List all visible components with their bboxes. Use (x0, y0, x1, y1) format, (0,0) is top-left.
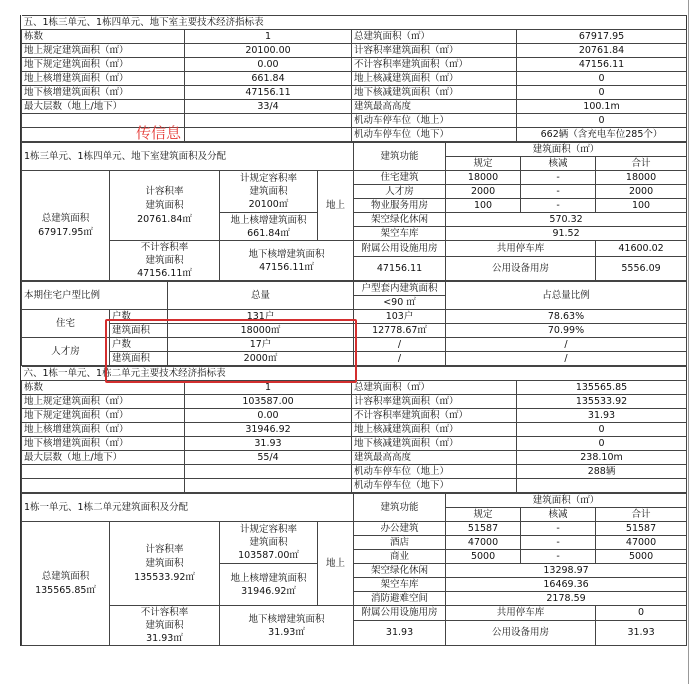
row-label: 栋数 (22, 30, 185, 44)
func-name: 共用停车库 (446, 606, 596, 621)
row-value: 0 (517, 72, 687, 86)
unit-ratio-title: 本期住宅户型比例 (22, 282, 168, 310)
nonfar-value: 47156.11㎡ (137, 268, 192, 279)
ratio-header: 占总量比例 (446, 282, 687, 310)
func-name: 架空绿化休闲 (354, 213, 446, 227)
func-value: 47156.11 (354, 257, 446, 281)
func-inc: - (521, 550, 596, 564)
distribution-title: 1栋三单元、1栋四单元、地下室建筑面积及分配 (22, 143, 354, 171)
func-inc: - (521, 199, 596, 213)
std-header: 规定 (446, 157, 521, 171)
residential-label: 住宅 (22, 310, 110, 338)
total-header: 总量 (168, 282, 354, 310)
func-value: 16469.36 (446, 578, 687, 592)
above-inc-cell (220, 213, 318, 241)
func-sum: 18000 (596, 171, 687, 185)
std-header: 规定 (446, 508, 521, 522)
row-value: 67917.95 (517, 30, 687, 44)
above-inc-value: 31946.92㎡ (241, 585, 296, 597)
lt90-cell: 12778.67㎡ (354, 324, 446, 338)
row-value (185, 114, 352, 128)
nonfar-label: 不计容积率 (140, 607, 189, 618)
row-label: 计容积率建筑面积（㎡） (352, 395, 517, 409)
func-sum: 2000 (596, 185, 687, 199)
func-name: 消防避难空间 (354, 592, 446, 606)
table-row (22, 114, 687, 128)
func-header: 建筑功能 (354, 494, 446, 522)
func-value: 31.93 (596, 621, 687, 646)
talent-housing-label: 人才房 (22, 338, 110, 366)
row-value: 0 (517, 423, 687, 437)
table-row (22, 72, 687, 86)
func-value: 2178.59 (446, 592, 687, 606)
row-value: 47156.11 (517, 58, 687, 72)
far-label: 计容积率 (145, 185, 184, 197)
nonfar-cell (110, 606, 220, 646)
ratio-cell: 78.63% (446, 310, 687, 324)
total-area-cell (22, 171, 110, 281)
row-label: 不计容积率建筑面积（㎡） (352, 58, 517, 72)
lt90-header: <90 ㎡ (354, 296, 446, 310)
row-label: 地下核增建筑面积（㎡） (22, 437, 185, 451)
row-label: 机动车停车位（地上） (352, 114, 517, 128)
row-value: 20761.84 (517, 44, 687, 58)
row-label: 地上核减建筑面积（㎡） (352, 72, 517, 86)
far-area-cell (110, 171, 220, 241)
page-edge-line (688, 0, 689, 684)
far-label: 计容积率 (145, 543, 184, 555)
far-area-cell (110, 522, 220, 606)
count-label: 户数 (110, 338, 168, 352)
total-area-label: 总建筑面积 (41, 212, 90, 224)
std-far-label2: 建筑面积 (249, 537, 288, 548)
std-far-value: 20100㎡ (248, 199, 289, 210)
table-row (22, 395, 687, 409)
func-value: 5556.09 (596, 257, 687, 281)
table-section5-distribution (21, 142, 687, 281)
func-name: 架空绿化休闲 (354, 564, 446, 578)
std-far-cell (220, 171, 318, 213)
func-name: 人才房 (354, 185, 446, 199)
std-far-cell (220, 522, 318, 564)
table-row (22, 100, 687, 114)
unit-area-header: 户型套内建筑面积 (354, 282, 446, 296)
area-label: 建筑面积 (110, 324, 168, 338)
func-name: 架空车库 (354, 227, 446, 241)
table-row (22, 465, 687, 479)
func-std: 100 (446, 199, 521, 213)
row-label: 建筑最高高度 (352, 100, 517, 114)
func-inc: - (521, 185, 596, 199)
func-std: 5000 (446, 550, 521, 564)
row-label: 地下规定建筑面积（㎡） (22, 58, 185, 72)
func-sum: 100 (596, 199, 687, 213)
row-value: 100.1m (517, 100, 687, 114)
row-value: 662辆（含充电车位285个） (517, 128, 687, 142)
row-value: 135533.92 (517, 395, 687, 409)
section6-title: 六、1栋一单元、1栋二单元主要技术经济指标表 (22, 367, 687, 381)
area-header: 建筑面积（㎡） (446, 143, 687, 157)
row-label: 总建筑面积（㎡） (352, 381, 517, 395)
row-value: 31.93 (517, 409, 687, 423)
row-label: 地上规定建筑面积（㎡） (22, 44, 185, 58)
below-inc-label: 地下核增建筑面积 (248, 248, 325, 260)
std-far-value: 103587.00㎡ (238, 550, 299, 561)
row-label: 总建筑面积（㎡） (352, 30, 517, 44)
row-value (185, 128, 352, 142)
row-value: 238.10m (517, 451, 687, 465)
func-name: 架空车库 (354, 578, 446, 592)
table-row (22, 58, 687, 72)
func-name: 住宅建筑 (354, 171, 446, 185)
table-row (22, 409, 687, 423)
ratio-cell: / (446, 338, 687, 352)
nonfar-value: 31.93㎡ (146, 633, 183, 644)
func-header: 建筑功能 (354, 143, 446, 171)
func-std: 2000 (446, 185, 521, 199)
below-inc-value: 31.93㎡ (268, 626, 305, 638)
func-name: 公用设备用房 (446, 621, 596, 646)
nonfar-label2: 建筑面积 (145, 255, 184, 266)
below-inc-cell (220, 241, 354, 281)
above-label: 地上 (318, 522, 354, 606)
table-row (22, 44, 687, 58)
func-std: 18000 (446, 171, 521, 185)
total-area-cell (22, 522, 110, 646)
row-label: 机动车停车位（地下） (352, 128, 517, 142)
row-label: 最大层数（地上/地下） (22, 451, 185, 465)
above-inc-label: 地上核增建筑面积 (230, 214, 307, 226)
table-section6-indicators (21, 366, 687, 493)
lt90-cell: / (354, 352, 446, 366)
table-row (22, 437, 687, 451)
func-sum: 51587 (596, 522, 687, 536)
row-label: 地下规定建筑面积（㎡） (22, 409, 185, 423)
ratio-cell: / (446, 352, 687, 366)
row-label: 建筑最高高度 (352, 451, 517, 465)
func-value: 13298.97 (446, 564, 687, 578)
row-value: 33/4 (185, 100, 352, 114)
total-area-value: 67917.95㎡ (38, 226, 93, 238)
table-row (22, 128, 687, 142)
row-label: 机动车停车位（地下） (352, 479, 517, 493)
below-inc-value: 47156.11㎡ (259, 261, 314, 273)
below-inc-cell (220, 606, 354, 646)
row-value: 1 (185, 30, 352, 44)
func-name: 附属公用设施用房 (354, 241, 446, 257)
far-label2: 建筑面积 (145, 557, 184, 569)
row-label: 地下核减建筑面积（㎡） (352, 86, 517, 100)
row-value: 288辆 (517, 465, 687, 479)
ratio-cell: 70.99% (446, 324, 687, 338)
area-header: 建筑面积（㎡） (446, 494, 687, 508)
row-value (185, 479, 352, 493)
row-value: 0 (517, 114, 687, 128)
row-value: 0 (517, 437, 687, 451)
row-label: 最大层数（地上/地下） (22, 100, 185, 114)
func-sum: 5000 (596, 550, 687, 564)
row-label: 栋数 (22, 381, 185, 395)
inc-header: 核减 (521, 508, 596, 522)
row-value: 0.00 (185, 58, 352, 72)
total-cell: 131户 (168, 310, 354, 324)
std-far-label2: 建筑面积 (249, 186, 288, 197)
above-inc-value: 661.84㎡ (247, 227, 290, 239)
row-value: 31946.92 (185, 423, 352, 437)
total-area-label: 总建筑面积 (41, 570, 90, 582)
row-value: 55/4 (185, 451, 352, 465)
std-far-label: 计规定容积率 (239, 173, 297, 184)
func-value: 570.32 (446, 213, 687, 227)
total-cell: 17户 (168, 338, 354, 352)
row-label: 机动车停车位（地上） (352, 465, 517, 479)
section5-title: 五、1栋三单元、1栋四单元、地下室主要技术经济指标表 (22, 16, 687, 30)
row-label: 地上核增建筑面积（㎡） (22, 423, 185, 437)
above-inc-label: 地上核增建筑面积 (230, 572, 307, 584)
row-label: 地上核减建筑面积（㎡） (352, 423, 517, 437)
total-area-value: 135565.85㎡ (35, 584, 96, 596)
func-name: 办公建筑 (354, 522, 446, 536)
func-name: 共用停车库 (446, 241, 596, 257)
nonfar-label: 不计容积率 (140, 242, 189, 253)
far-value: 20761.84㎡ (137, 213, 192, 225)
row-value: 47156.11 (185, 86, 352, 100)
row-value: 103587.00 (185, 395, 352, 409)
lt90-cell: 103户 (354, 310, 446, 324)
func-inc: - (521, 522, 596, 536)
func-value: 41600.02 (596, 241, 687, 257)
total-cell: 18000㎡ (168, 324, 354, 338)
nonfar-label2: 建筑面积 (145, 620, 184, 631)
table-row (22, 479, 687, 493)
row-label: 不计容积率建筑面积（㎡） (352, 409, 517, 423)
far-label2: 建筑面积 (145, 199, 184, 211)
table-row (22, 86, 687, 100)
func-inc: - (521, 536, 596, 550)
sum-header: 合计 (596, 508, 687, 522)
func-name: 物业服务用房 (354, 199, 446, 213)
above-inc-cell (220, 564, 318, 606)
std-far-label: 计规定容积率 (239, 524, 297, 535)
below-inc-label: 地下核增建筑面积 (248, 613, 325, 625)
table-row (22, 451, 687, 465)
red-watermark-text: 传信息 (136, 124, 182, 142)
inc-header: 核减 (521, 157, 596, 171)
func-inc: - (521, 171, 596, 185)
func-name: 酒店 (354, 536, 446, 550)
row-label: 地上规定建筑面积（㎡） (22, 395, 185, 409)
row-value: 1 (185, 381, 352, 395)
count-label: 户数 (110, 310, 168, 324)
row-value: 661.84 (185, 72, 352, 86)
highlight-box (105, 319, 357, 383)
row-label: 计容积率建筑面积（㎡） (352, 44, 517, 58)
row-label (22, 479, 185, 493)
func-std: 51587 (446, 522, 521, 536)
func-value: 0 (596, 606, 687, 621)
func-value: 31.93 (354, 621, 446, 646)
table-section5-indicators (21, 15, 687, 142)
row-value: 0 (517, 86, 687, 100)
func-std: 47000 (446, 536, 521, 550)
total-cell: 2000㎡ (168, 352, 354, 366)
row-value: 0.00 (185, 409, 352, 423)
sum-header: 合计 (596, 157, 687, 171)
row-value: 31.93 (185, 437, 352, 451)
above-label: 地上 (318, 171, 354, 241)
func-value: 91.52 (446, 227, 687, 241)
row-value: 135565.85 (517, 381, 687, 395)
far-value: 135533.92㎡ (134, 571, 195, 583)
distribution-title: 1栋一单元、1栋二单元建筑面积及分配 (22, 494, 354, 522)
func-name: 商业 (354, 550, 446, 564)
func-name: 附属公用设施用房 (354, 606, 446, 621)
lt90-cell: / (354, 338, 446, 352)
table-section6-distribution (21, 493, 687, 646)
func-name: 公用设备用房 (446, 257, 596, 281)
row-label: 地上核增建筑面积（㎡） (22, 72, 185, 86)
row-label: 地下核增建筑面积（㎡） (22, 86, 185, 100)
nonfar-cell (110, 241, 220, 281)
func-sum: 47000 (596, 536, 687, 550)
area-label: 建筑面积 (110, 352, 168, 366)
row-value (185, 465, 352, 479)
table-row (22, 30, 687, 44)
row-value (517, 479, 687, 493)
row-label: 地下核减建筑面积（㎡） (352, 437, 517, 451)
row-value: 20100.00 (185, 44, 352, 58)
row-label (22, 465, 185, 479)
table-row (22, 423, 687, 437)
